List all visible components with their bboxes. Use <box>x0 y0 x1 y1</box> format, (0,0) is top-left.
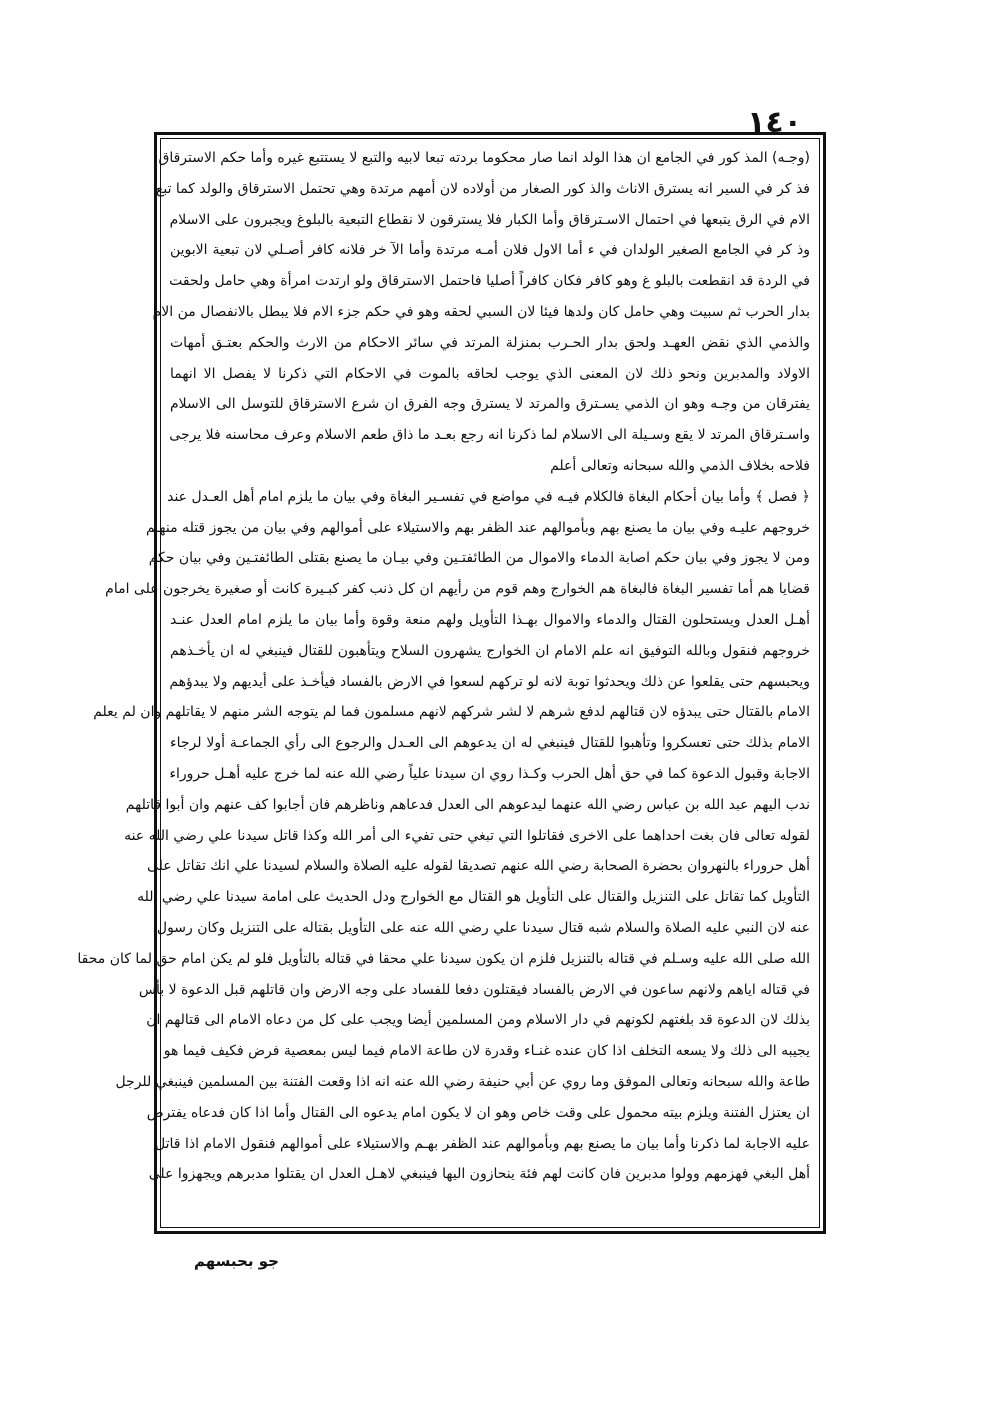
text-line: طاعة والله سبحانه وتعالى الموفق وما روي عن أبي حنيفة رضي الله عنه انه اذا وقعت الفتنة بين المسلمين فينبغي للرجل <box>115 1073 810 1090</box>
text-line: ندب اليهم عبد الله بن عباس رضي الله عنهما ليدعوهم الى العدل فدعاهم وناظرهم فان أجابوا كف عنهم وان أبوا قاتلهم <box>125 796 810 813</box>
text-line: لقوله تعالى فان بغت احداهما على الاخرى فقاتلوا التي تبغي حتى تفيء الى أمر الله وكذا قاتل سيدنا علي رضي الله عنه <box>124 827 810 844</box>
text-line: يفترقان من وجـه وهو ان الذمي يسـترق والمرتد لا يسترق وجه الفرق ان شرع الاسترقاق للتوسل الى الاسلام <box>170 396 810 413</box>
text-line: التأويل كما تقاتل على التنزيل والقتال على التأويل هو القتال مع الخوارج ودل الحديث على امامة سيدنا علي رضي الله <box>137 889 810 906</box>
text-line: أهـل العدل ويستحلون القتال والدماء والاموال بهـذا التأويل ولهم منعة وقوة وأما بيان ما يلزم امام العدل عنـد <box>170 611 810 628</box>
text-line: ومن لا يجوز وفي بيان حكم اصابة الدماء والاموال من الطائفتـين وفي بيـان ما يصنع بقتلى الطائفتـين وفي بيان حكم <box>148 550 810 567</box>
text-line: والذمي الذي نقض العهـد ولحق بدار الحـرب بمنزلة المرتد في سائر الاحكام من الارث والحكم بعتـق أمهات <box>170 334 810 351</box>
text-line: يجيبه الى ذلك ولا يسعه التخلف اذا كان عنده غنـاء وقدرة لان طاعة الامام فيما ليس بمعصية فرض فكيف فيما هو <box>163 1043 810 1060</box>
body-text <box>77 143 810 1223</box>
text-line: الاولاد والمدبرين ونحو ذلك لان المعنى الذي يوجب لحاقه بالموت في الاحكام التي ذكرنا لا يفصل الا انهما <box>170 365 810 382</box>
text-line: الله صلى الله عليه وسـلم في قتاله بالتنزيل فلزم ان يكون سيدنا علي محقا في قتاله بالتأويل فلو لم يكن امام حق لما كان محقا <box>77 950 810 967</box>
text-line: فذ كر في السير انه يسترق الاناث والذ كور الصغار من أولاده لان أمهم مرتدة وهي تحتمل الاسترقاق والولد كما تبع <box>155 180 810 197</box>
text-line: الاجابة وقبول الدعوة كما في حق أهل الحرب وكـذا روي ان سيدنا علياً رضي الله عنه لما خرج عليه أهـل حروراء <box>169 765 810 782</box>
text-line: أهل حروراء بالنهروان بحضرة الصحابة رضي الله عنهم تصديقا لقوله عليه الصلاة والسلام لسيدنا علي انك تقاتل على <box>146 858 810 875</box>
text-line: الامام بذلك حتى تعسكروا وتأهبوا للقتال فينبغي له ان يدعوهم الى العـدل والرجوع الى رأي الجماعـة أولا لرجاء <box>170 735 810 752</box>
text-line: عنه لان النبي عليه الصلاة والسلام شبه قتال سيدنا علي رضي الله عنه على التأويل بقتاله على التنزيل وكان رسول <box>156 919 810 936</box>
text-line: ان يعتزل الفتنة ويلزم بيته محمول على وقت خاص وهو ان لا يكون امام يدعوه الى القتال وأما اذا كان فدعاه يفترض <box>146 1104 810 1121</box>
text-line: أهل البغي فهزمهم وولوا مدبرين فان كانت لهم فئة ينحازون اليها فينبغي لاهـل العدل ان يقتلوا مدبرهم ويجهزوا على <box>148 1166 810 1183</box>
text-line: وذ كر في الجامع الصغير الولدان في ء أما الاول فلان أمـه مرتدة وأما الآ خر فلانه كافر أصـلي لان تبعية الابوين <box>170 242 810 259</box>
text-line: بدار الحرب ثم سبيت وهي حامل كان ولدها فيئا لان السبي لحقه وهو في حكم جزء الام فلا يبطل بالانفصال من الام <box>152 303 810 320</box>
text-line: ﴿ فصل ﴾ وأما بيان أحكام البغاة فالكلام فيـه في مواضع في تفسـير البغاة وفي بيان ما يلزم امام أهل العـدل عند <box>167 488 810 505</box>
text-line: واسـترقاق المرتد لا يقع وسـيلة الى الاسلام لما ذكرنا انه رجع بعـد ما ذاق طعم الاسلام وعرف محاسنه فلا يرجى <box>169 427 810 444</box>
text-line: ويحبسهم حتى يقلعوا عن ذلك ويحدثوا توبة لانه لو تركهم لسعوا في الارض بالفساد فيأخـذ على أيديهم ولا يبدؤهم <box>169 673 810 690</box>
text-line: بذلك لان الدعوة قد بلغتهم لكونهم في دار الاسلام ومن المسلمين أيضا ويجب على كل من دعاه الامام الى قتالهم ان <box>146 1012 810 1029</box>
text-line: في الردة قد انقطعت بالبلو غ وهو كافر فكان كافراً أصليا فاحتمل الاسترقاق ولو ارتدت امرأة وهي حامل ولحقت <box>169 273 810 290</box>
text-line: (وجـه) المذ كور في الجامع ان هذا الولد انما صار محكوما بردته تبعا لابيه والتبع لا يستتبع غيره وأما حكم الاسترقاق <box>158 150 810 166</box>
text-line: خروجهم عليـه وفي بيان ما يصنع بهم وبأموالهم عند الظفر بهم والاستيلاء على أموالهم وفي بيان من يجوز قتله منهـم <box>146 519 810 536</box>
text-line: في قتاله اياهم ولانهم ساعون في الارض بالفساد فيقتلون دفعا للفساد على وجه الارض وان قاتلهم قبل الدعوة لا بأس <box>138 981 810 998</box>
text-line: فلاحه بخلاف الذمي والله سبحانه وتعالى أعلم <box>550 457 810 474</box>
text-line: عليه الاجابة لما ذكرنا وأما بيان ما يصنع بهم وبأموالهم عند الظفر بهـم والاستيلاء على أموالهم فنقول الامام اذا قاتل <box>155 1135 810 1152</box>
text-line: الام في الرق يتبعها في احتمال الاسـترقاق وأما الكبار فلا يسترقون لا نقطاع التبعية بالبلوغ ويجبرون على الاسلام <box>169 211 810 228</box>
catchword: جو بحبسهم <box>194 1252 279 1270</box>
text-line: الامام بالقتال حتى يبدؤه لان قتالهم لدفع شرهم لا لشر شركهم لانهم مسلمون فما لم يتوجه الشر منهم لا يقاتلهم وان لم يعلم <box>93 704 810 721</box>
text-line: خروجهم فنقول وبالله التوفيق انه علم الامام ان الخوارج يشهرون السلاح ويتأهبون للقتال فينبغي له ان يأخـذهم <box>170 642 810 659</box>
page-number: ١٤٠ <box>747 105 802 140</box>
text-line: قضايا هم أما تفسير البغاة فالبغاة هم الخوارج وهم قوم من رأيهم ان كل ذنب كفر كبـيرة كانت أو صغيرة يخرجون على امام <box>105 581 810 598</box>
